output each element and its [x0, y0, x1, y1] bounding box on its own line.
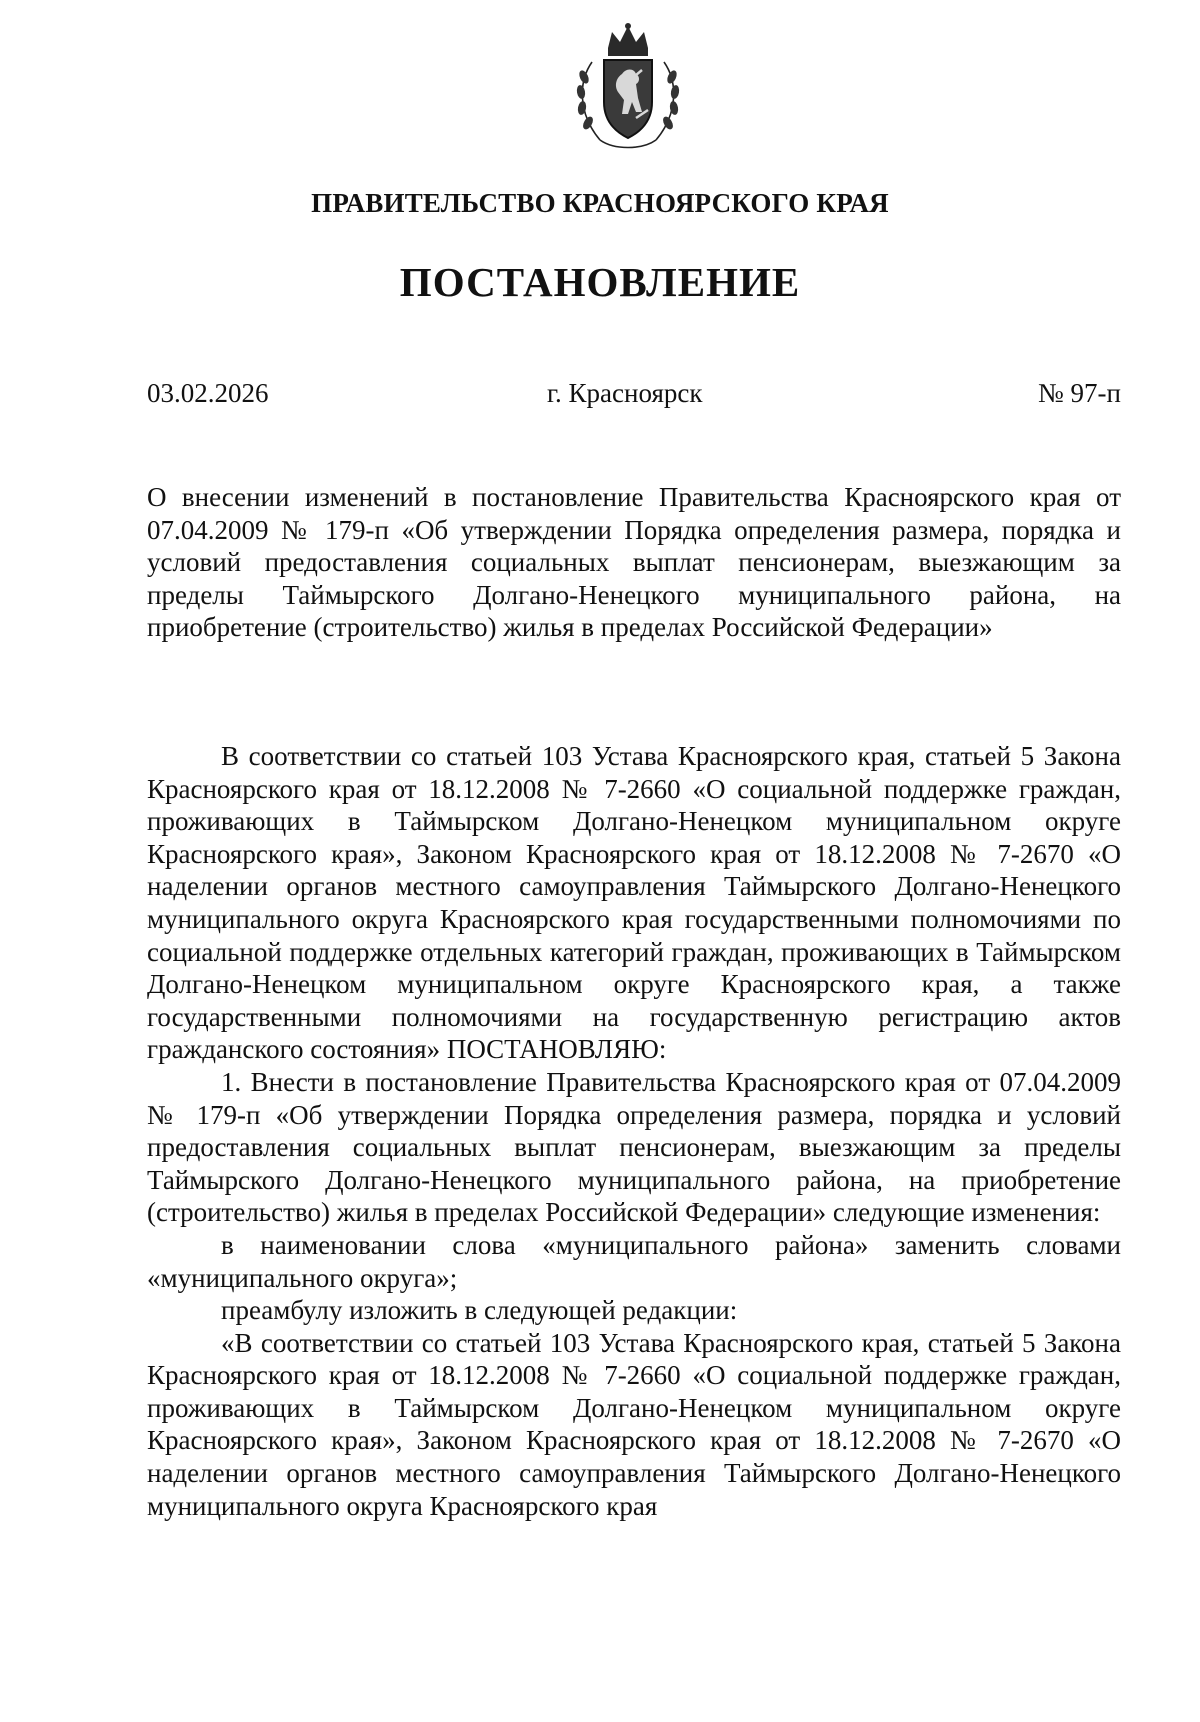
- document-city: г. Красноярск: [547, 378, 703, 408]
- document-type: ПОСТАНОВЛЕНИЕ: [399, 259, 801, 305]
- item-1a-paragraph: в наименовании слова «муниципального района» заменить словами «муниципального округа»;: [147, 1229, 1121, 1293]
- item-1c-paragraph: «В соответствии со статьей 103 Устава Красноярского края, статьей 5 Закона Красноярского края от 18.12.2008 № 7-2660 «О социальной поддержке граждан, проживающих в Таймырском Долгано-Ненецком муниципальном округе Красноярского края», Законом Красноярского края от 18.12.2008 № 7-2670 «О наделении органов местного самоуправления Таймырского Долгано-Ненецкого муниципального округа Красноярского края: [147, 1327, 1121, 1521]
- document-body: [147, 740, 1121, 1522]
- document-meta: [147, 378, 1121, 409]
- document-subject: О внесении изменений в постановление Правительства Красноярского края от 07.04.2009 № 179-п «Об утверждении Порядка определения размера, порядка и условий предоставления социальных выплат пенсионерам, выезжающим за пределы Таймырского Долгано-Ненецкого муниципального района, на приобретение (строительство) жилья в пределах Российской Федерации»: [147, 482, 1121, 643]
- item-1b-paragraph: преамбулу изложить в следующей редакции:: [221, 1295, 738, 1326]
- preamble-paragraph: В соответствии со статьей 103 Устава Красноярского края, статьей 5 Закона Красноярского края от 18.12.2008 № 7-2660 «О социальной поддержке граждан, проживающих в Таймырском Долгано-Ненецком муниципальном округе Красноярского края», Законом Красноярского края от 18.12.2008 № 7-2670 «О наделении органов местного самоуправления Таймырского Долгано-Ненецкого муниципального округа Красноярского края государственными полномочиями по социальной поддержке отдельных категорий граждан, проживающих в Таймырском Долгано-Ненецком муниципальном округе Красноярского края, а также государственными полномочиями на государственную регистрацию актов гражданского состояния» ПОСТАНОВЛЯЮ:: [147, 741, 1121, 1065]
- government-name: ПРАВИТЕЛЬСТВО КРАСНОЯРСКОГО КРАЯ: [311, 188, 889, 218]
- krasnoyarsk-coat-of-arms-icon: [570, 22, 686, 154]
- document-number: № 97-п: [1038, 378, 1121, 408]
- item-1-paragraph: 1. Внести в постановление Правительства Красноярского края от 07.04.2009 № 179-п «Об утверждении Порядка определения размера, порядка и условий предоставления социальных выплат пенсионерам, выезжающим за пределы Таймырского Долгано-Ненецкого муниципального района, на приобретение (строительство) жилья в пределах Российской Федерации» следующие изменения:: [147, 1066, 1121, 1228]
- document-date: 03.02.2026: [147, 378, 269, 408]
